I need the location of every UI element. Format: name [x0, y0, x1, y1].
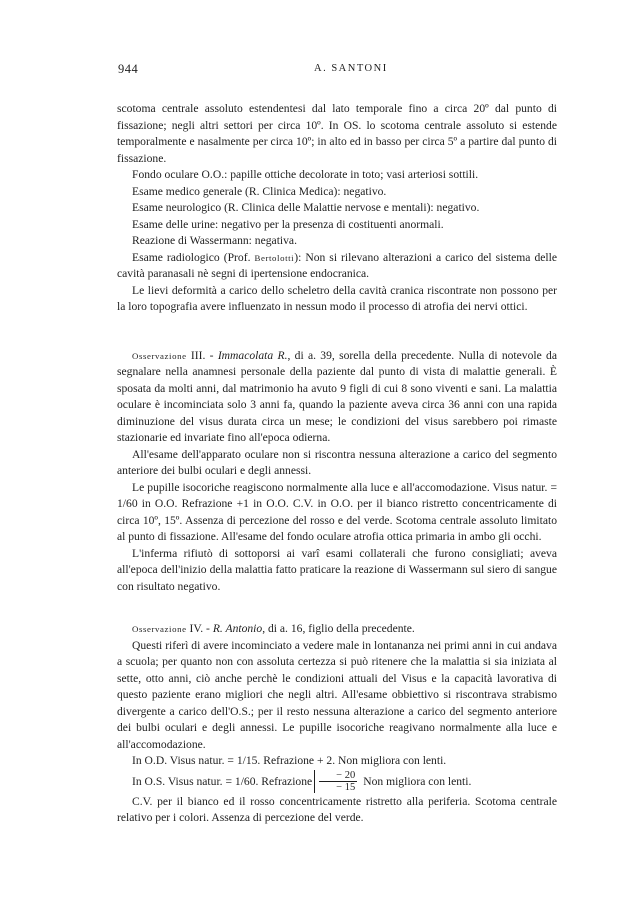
paragraph-wassermann: Reazione di Wassermann: negativa.: [132, 234, 297, 247]
page-header: [118, 62, 558, 82]
osservazione-label: Osservazione: [132, 624, 187, 634]
paragraph-os: In O.S. Visus natur. = 1/60. Refrazione $\frac{- 20}{- 15}$ Non migliora con lenti.: [132, 770, 472, 794]
paragraph-od: In O.D. Visus natur. = 1/15. Refrazione + 2. Non migliora con lenti.: [132, 754, 447, 767]
paragraph-esame-medico: Esame medico generale (R. Clinica Medica): negativo.: [132, 184, 387, 198]
paragraph: Questi riferì di avere incominciato a vedere male in lontananza nei primi anni in cui andava a scuola; per quanto non con assoluta certezza si può ritenere che la malattia si sia iniziata al sette, otto anni, ciò anche perchè le condizioni attuali del Visus e la capacità lavorativa di questo paziente erano migliori che negli altri. All'esame obbiettivo si riscontrava strabismo divergente a carico dell'O.S.; per il resto nessuna alterazione a carico del segmento anteriore dei bulbi oculari e degli annessi. Le pupille isocoriche reagivano normalmente alla luce e all'accomodazione.: [117, 638, 557, 751]
paragraph-esame-urine: Esame delle urine: negativo per la presenza di costituenti anormali.: [132, 217, 444, 231]
body-text: [117, 101, 557, 827]
spacer: [117, 316, 557, 348]
paragraph-radiologico: Esame radiologico (Prof. Bertolotti): Non si rilevano alterazioni a carico del sistema delle cavità paranasali nè segni di ipertensione endocranica.: [117, 250, 557, 280]
osservazione-3-heading: Osservazione III. - Immacolata R., di a. 39, sorella della precedente. Nulla di notevole da segnalare nella anamnesi personale della paziente dal punto di vista di malattie generali. È sposata da molti anni, dal matrimonio ha avuto 9 figli di cui 8 sono viventi e sani. La malattia oculare è incominciata solo 3 anni fa, quando la paziente aveva circa 36 anni con una rapida diminuzione del visus durata circa un mese; le condizioni del visus sarebbero poi rimaste stazionarie ed invariate fino all'epoca odierna.: [117, 348, 557, 444]
paragraph-deformita: Le lievi deformità a carico dello scheletro della cavità cranica riscontrate non possono per la loro topografia avere influenzato in nessun modo il processo di atrofia dei nervi ottici.: [117, 283, 557, 313]
paragraph: Le pupille isocoriche reagiscono normalmente alla luce e all'accomodazione. Visus natur. = 1/60 in O.O. Refrazione +1 in O.O. C.V. in O.O. per il bianco ristretto concentricamente di circa 10º, 15º. Assenza di percezione del rosso e del verde. Scotoma centrale assoluto limitato al punto di fissazione. All'esame del fondo oculare atrofia ottica primaria in ambo gli occhi.: [117, 480, 557, 543]
patient-name: Immacolata R.: [217, 348, 288, 362]
patient-name: R. Antonio: [212, 622, 263, 635]
spacer: [117, 595, 557, 621]
paragraph: scotoma centrale assoluto estendentesi dal lato temporale fino a circa 20º dal punto di fissazione; negli altri settori per circa 10º. In OS. lo scotoma centrale assoluto si estende temporalmente e nasalmente per circa 10º; in alto ed in basso per circa 5º a partire dal punto di fissazione.: [117, 102, 557, 165]
paragraph: C.V. per il bianco ed il rosso concentricamente ristretto alla periferia. Scotoma centrale relativo per i colori. Assenza di percezione del verde.: [117, 794, 557, 824]
paragraph-esame-neurologico: Esame neurologico (R. Clinica delle Malattie nervose e mentali): negativo.: [132, 201, 480, 214]
page-number: 944: [118, 62, 139, 76]
refraction-fraction: $\frac{- 20}{- 15}$: [314, 770, 357, 793]
osservazione-4-heading: Osservazione IV. - R. Antonio, di a. 16, figlio della precedente.: [132, 622, 415, 635]
osservazione-label: Osservazione: [132, 350, 187, 361]
paragraph: L'inferma rifiutò di sottoporsi ai varî esami collaterali che furono consigliati; aveva all'epoca dell'inizio della malattia fatto praticare la reazione di Wassermann sul siero di sangue con risultato negativo.: [117, 546, 557, 593]
paragraph-fondo: Fondo oculare O.O.: papille ottiche decolorate in toto; vasi arteriosi sottili.: [132, 168, 479, 181]
running-head: A. SANTONI: [314, 63, 388, 74]
author-name: Bertolotti: [254, 252, 295, 263]
paragraph: All'esame dell'apparato oculare non si riscontra nessuna alterazione a carico del segmento anteriore dei bulbi oculari e degli annessi.: [117, 447, 557, 477]
